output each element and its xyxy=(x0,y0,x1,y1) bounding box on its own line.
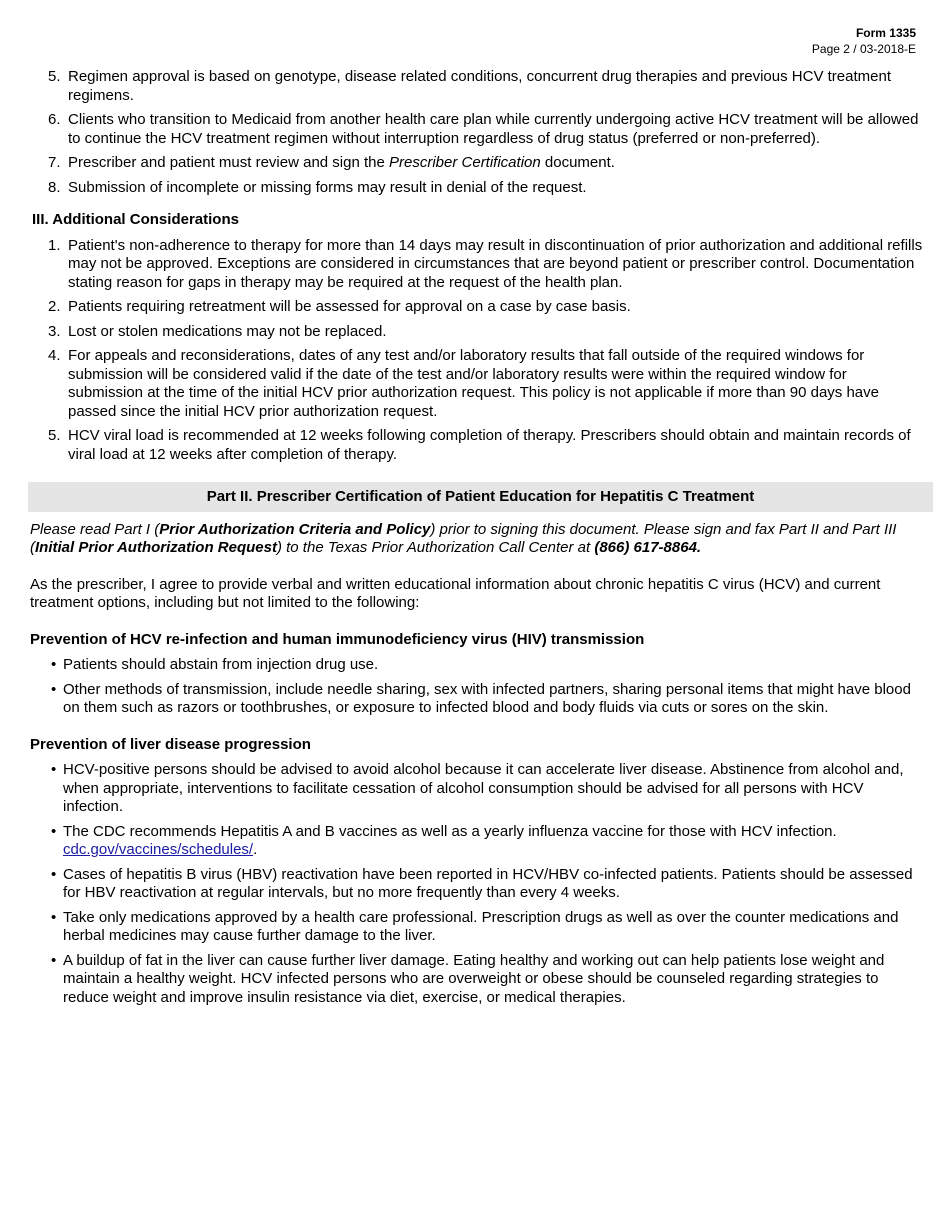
page-header xyxy=(812,25,916,57)
section-heading-liver-prevention: Prevention of liver disease progression xyxy=(30,735,311,753)
list-item: 1. Patient's non-adherence to therapy for more than 14 days may result in discontinuation of prior authorization and additional refills may not be approved. Exceptions are considered in circumstances that are beyond patient or prescriber control. Documentation stating reason for gaps in therapy may be required at the request of the health plan. xyxy=(48,236,923,291)
page-info: Page 2 / 03-2018-E xyxy=(811,42,916,56)
fax-number: (866) 617-8864. xyxy=(594,539,702,556)
list-item: 8. Submission of incomplete or missing forms may result in denial of the request. xyxy=(48,178,587,196)
part2-title-bar: Part II. Prescriber Certification of Patient Education for Hepatitis C Treatment xyxy=(28,482,933,512)
section-heading-hiv-prevention: Prevention of HCV re-infection and human immunodeficiency virus (HIV) transmission xyxy=(30,630,645,648)
list-item: 3. Lost or stolen medications may not be replaced. xyxy=(48,322,387,340)
hiv-prevention-list xyxy=(30,656,925,718)
part2-instructions: Please read Part I (Prior Authorization Criteria and Policy) prior to signing this document. Please sign and fax Part II and Part III (Initial Prior Authorization Request) to the Texas Prior Authorization Call Center at (866) 617-8864. xyxy=(30,520,897,556)
cdc-vaccines-link[interactable]: cdc.gov/vaccines/schedules/ xyxy=(63,841,254,858)
list-item: 5. HCV viral load is recommended at 12 weeks following completion of therapy. Prescribers should obtain and maintain records of viral load at 12 weeks after completion of therapy. xyxy=(48,427,911,463)
list-item: • Patients should abstain from injection drug use. xyxy=(63,656,925,675)
form-number: Form 1335 xyxy=(855,26,916,40)
additional-considerations-list xyxy=(30,237,925,465)
list-item: 6. Clients who transition to Medicaid from another health care plan while currently undergoing active HCV treatment will be allowed to continue the HCV treatment regimen without interruption regardless of drug status (preferred or non-preferred). xyxy=(48,111,919,147)
list-item: 7. Prescriber and patient must review and sign the Prescriber Certification document. xyxy=(48,154,615,171)
document-content xyxy=(30,68,925,1013)
section-heading-additional-considerations: III. Additional Considerations xyxy=(32,211,239,228)
list-item: • HCV-positive persons should be advised to avoid alcohol because it can accelerate liver disease. Abstinence from alcohol and, when appropriate, interventions to facilitate cessation of alcohol consumption should be advised for all persons with HCV infection. xyxy=(63,761,925,817)
list-item: 2. Patients requiring retreatment will be assessed for approval on a case by case basis. xyxy=(48,298,631,315)
list-item: • Cases of hepatitis B virus (HBV) reactivation have been reported in HCV/HBV co-infected patients. Patients should be assessed for HBV reactivation at regular intervals, but no more frequently than every 4 weeks. xyxy=(63,866,925,903)
criteria-list-continued xyxy=(30,68,925,197)
list-item: 5. Regimen approval is based on genotype, disease related conditions, concurrent drug therapies and previous HCV treatment regimens. xyxy=(48,68,891,104)
list-item: 4. For appeals and reconsiderations, dates of any test and/or laboratory results that fall outside of the required windows for submission will be considered valid if the date of the test and/or laboratory results were within the required window for submission at the time of the initial HCV prior authorization request. This policy is not applicable if more than 90 days have passed since the initial HCV prior authorization request. xyxy=(48,347,879,420)
prescriber-agreement: As the prescriber, I agree to provide verbal and written educational information about chronic hepatitis C virus (HCV) and current treatment options, including but not limited to the following: xyxy=(30,575,881,611)
list-item: • Other methods of transmission, include needle sharing, sex with infected partners, sharing personal items that might have blood on them such as razors or toothbrushes, or exposure to infected blood and body fluids via cuts or sores on the skin. xyxy=(63,681,925,718)
list-item: • The CDC recommends Hepatitis A and B vaccines as well as a yearly influenza vaccine for those with HCV infection. cdc.gov/vaccines/schedules/. xyxy=(63,823,925,860)
list-item: • Take only medications approved by a health care professional. Prescription drugs as well as over the counter medications and herbal medicines may cause further damage to the liver. xyxy=(63,909,925,946)
prescriber-certification-ref: Prescriber Certification xyxy=(389,154,541,171)
liver-prevention-list xyxy=(30,761,925,1007)
list-item: • A buildup of fat in the liver can cause further liver damage. Eating healthy and working out can help patients lose weight and maintain a healthy weight. HCV infected persons who are overweight or obese should be counseled regarding strategies to reduce weight and improve insulin resistance via diet, exercise, or medical therapies. xyxy=(63,952,925,1008)
